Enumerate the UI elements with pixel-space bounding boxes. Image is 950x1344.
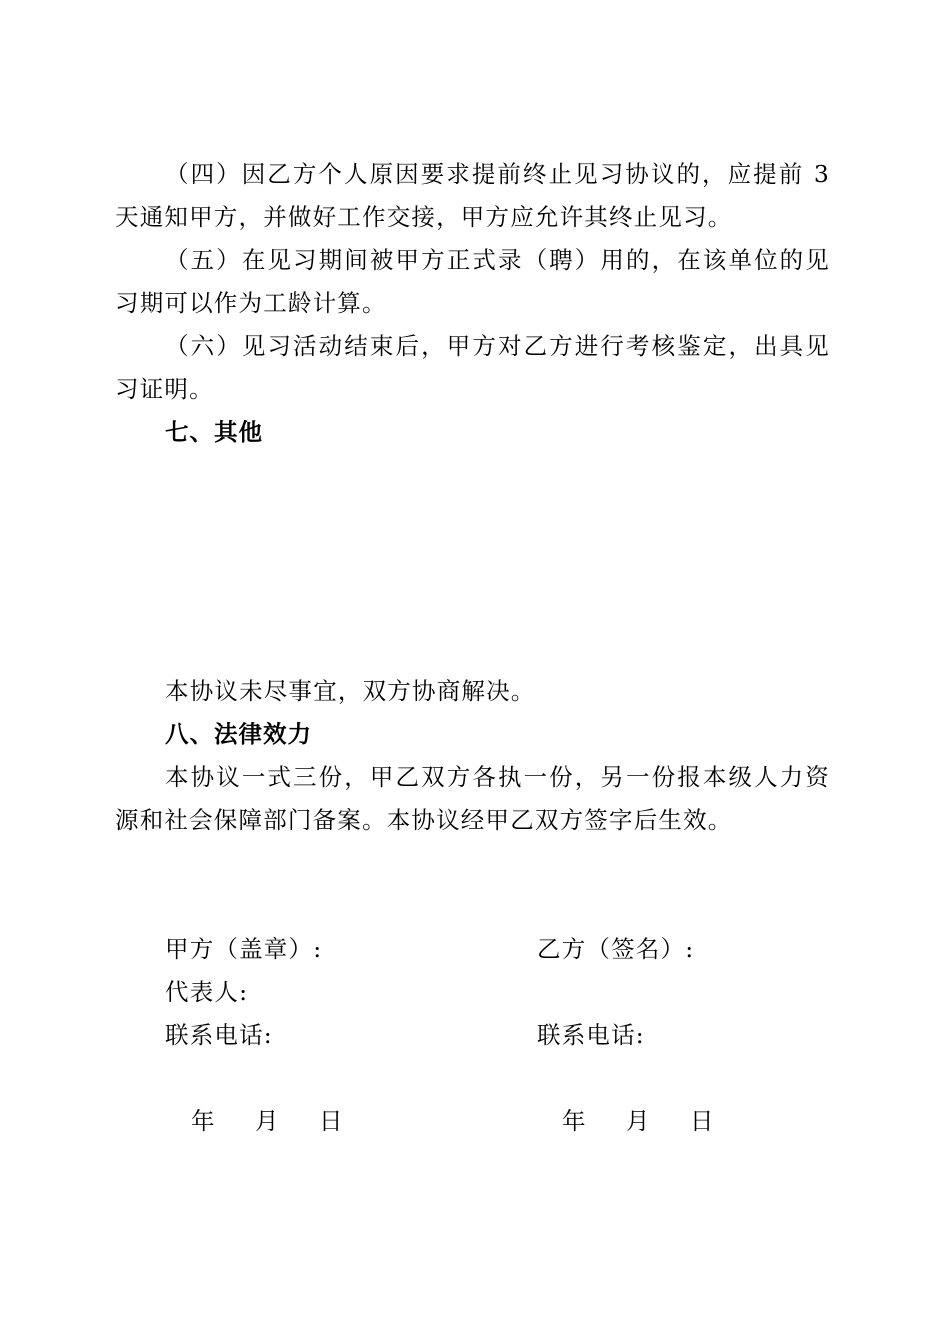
party-a-representative-label: 代表人: [165,978,249,1006]
clause-item-6: （六）见习活动结束后，甲方对乙方进行考核鉴定，出具见习证明。 [115,332,830,403]
clause-item-5: （五）在见习期间被甲方正式录（聘）用的，在该单位的见习期可以作为工龄计算。 [115,246,830,317]
party-b-phone-label: 联系电话: [537,1021,645,1049]
party-b-date-month: 月 [626,1107,650,1135]
section-7-heading: 七、其他 [165,418,263,446]
party-a-seal-label: 甲方（盖章）: [165,935,323,963]
clause-item-4: （四）因乙方个人原因要求提前终止见习协议的，应提前 3 天通知甲方，并做好工作交接，甲方应允许其终止见习。 [115,160,830,231]
party-b-date-year: 年 [562,1107,586,1135]
party-b-date-day: 日 [690,1107,714,1135]
party-a-date-year: 年 [191,1107,215,1135]
section-8-text: 本协议一式三份，甲乙双方各执一份，另一份报本级人力资源和社会保障部门备案。本协议经甲乙双方签字后生效。 [115,763,830,834]
section-7-text: 本协议未尽事宜，双方协商解决。 [165,677,536,705]
party-b-sign-label: 乙方（签名）: [537,935,695,963]
party-a-date-month: 月 [255,1107,279,1135]
section-8-heading: 八、法律效力 [165,720,312,748]
party-a-date-day: 日 [319,1107,343,1135]
party-a-phone-label: 联系电话: [165,1021,273,1049]
